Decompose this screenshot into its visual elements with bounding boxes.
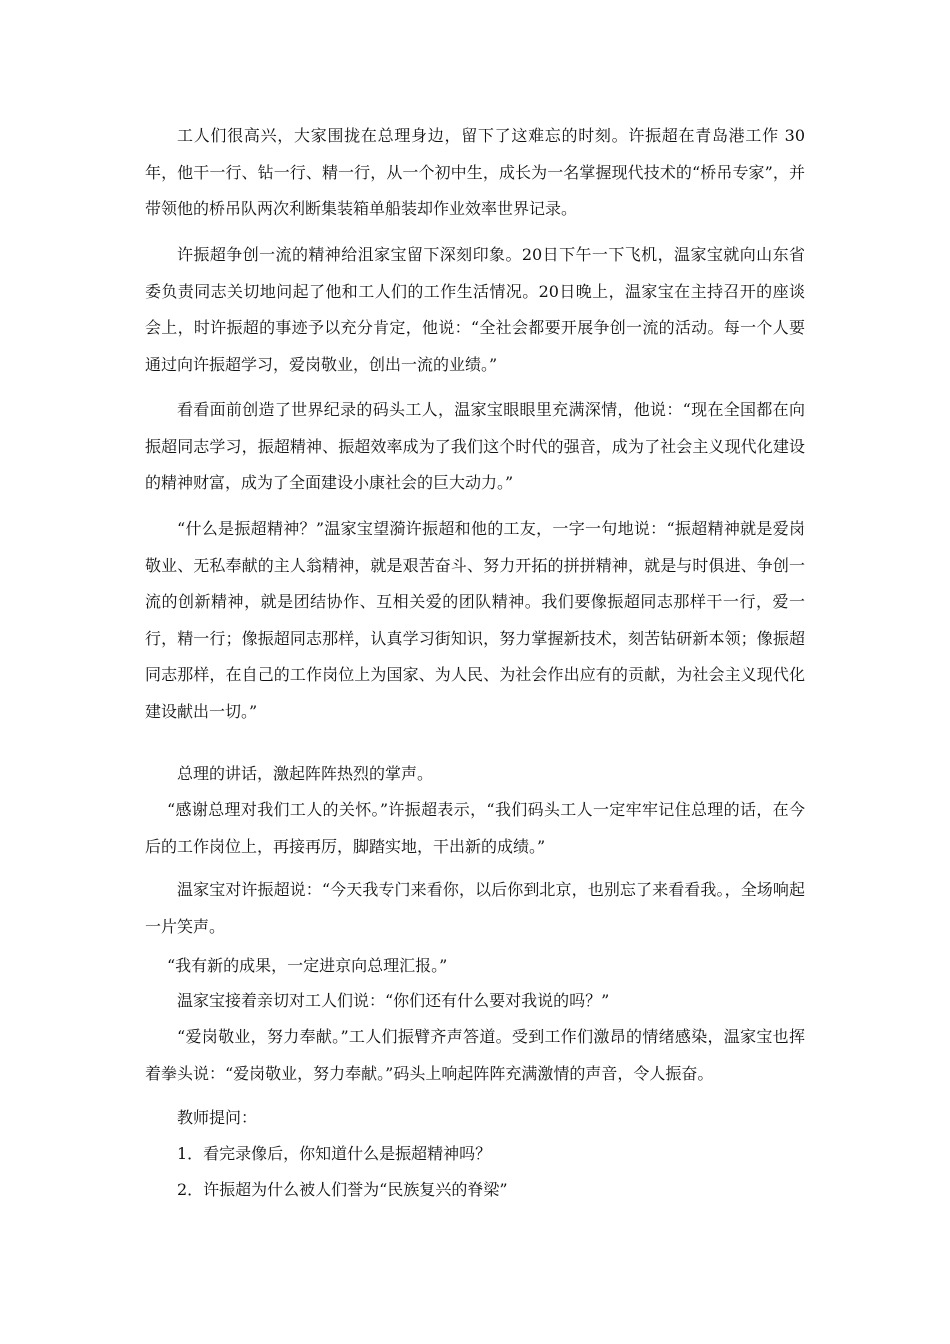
paragraph-3: 看看面前创造了世界纪录的码头工人，温家宝眼眼里充满深情，他说：“现在全国都在向振超同志学习，振超精神、振超效率成为了我们这个时代的强音，成为了社会主义现代化建设的精神财富，成为了全面建设小康社会的巨大动力。” bbox=[145, 400, 805, 492]
paragraph-10: “爱岗敬业，努力奉献。”工人们振臂齐声答道。受到工作们激昂的情绪感染，温家宝也挥着拳头说：“爱岗敬业，努力奉献。”码头上响起阵阵充满激情的声音，令人振奋。 bbox=[145, 1027, 805, 1083]
paragraph-1: 工人们很高兴，大家围拢在总理身边，留下了这难忘的时刻。许振超在青岛港工作 30 年，他干一行、钻一行、精一行，从一个初中生，成长为一名掌握现代技术的“桥吊专家”，并带领他的桥吊队两次利断集装箱单船装却作业效率世界记录。 bbox=[145, 126, 805, 218]
paragraph-6: “感谢总理对我们工人的关怀。”许振超表示，“我们码头工人一定牢牢记住总理的话，在今后的工作岗位上，再接再厉，脚踏实地，干出新的成绩。” bbox=[145, 800, 805, 856]
paragraph-7: 温家宝对许振超说：“今天我专门来看你，以后你到北京，也别忘了来看看我。，全场响起一片笑声。 bbox=[145, 880, 805, 936]
paragraph-11: 教师提问： bbox=[177, 1108, 258, 1127]
paragraph-2: 许振超争创一流的精神给沮家宝留下深刻印象。20日下午一下飞机，温家宝就向山东省委负责同志关切地问起了他和工人们的工作生活情况。20日晚上，温家宝在主持召开的座谈会上，时许振超的事迹予以充分肯定，他说：“全社会都要开展争创一流的活动。每一个人要通过向许振超学习，爱岗敬业，创出一流的业绩。” bbox=[145, 245, 805, 374]
paragraph-5: 总理的讲话，激起阵阵热烈的掌声。 bbox=[177, 764, 434, 783]
question-2: 2．许振超为什么被人们誉为“民族复兴的脊梁” bbox=[177, 1180, 508, 1199]
question-1: 1．看完录像后，你知道什么是振超精神吗？ bbox=[177, 1144, 492, 1163]
paragraph-8: “我有新的成果，一定进京向总理汇报。” bbox=[167, 956, 448, 975]
paragraph-4: “什么是振超精神？”温家宝望漪许振超和他的工友，一字一句地说：“振超精神就是爱岗敬业、无私奉献的主人翁精神，就是艰苦奋斗、努力开拓的拼拼精神，就是与时俱进、争创一流的创新精神，就是团结协作、互相关爱的团队精神。我们要像振超同志那样干一行，爱一行，精一行；像振超同志那样，认真学习街知识，努力掌握新技术，刻苦钻研新本领；像振超同志那样，在自己的工作岗位上为国家、为人民、为社会作出应有的贡献，为社会主义现代化建设献出一切。” bbox=[145, 519, 805, 721]
paragraph-9: 温家宝接着亲切对工人们说：“你们还有什么要对我说的吗？” bbox=[177, 991, 610, 1010]
